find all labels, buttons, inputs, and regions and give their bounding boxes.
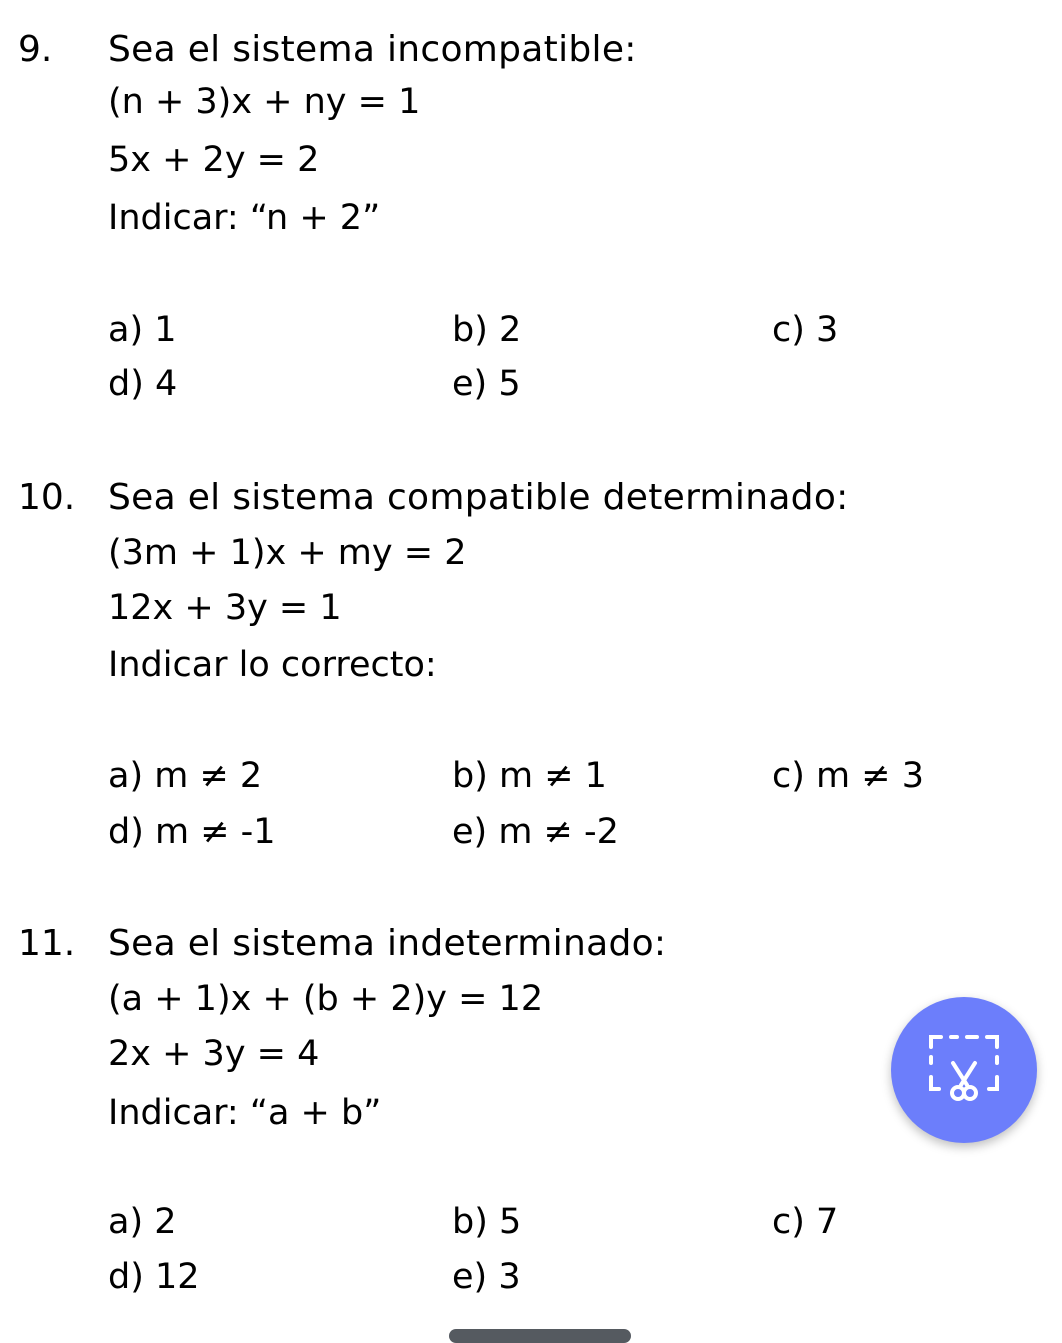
option-b[interactable]: b) m ≠ 1 (452, 756, 607, 796)
equation-2: 5x + 2y = 2 (108, 140, 320, 180)
question-title: Sea el sistema indeterminado: (108, 923, 667, 964)
option-e[interactable]: e) m ≠ -2 (452, 812, 619, 852)
question-number: 10. (18, 477, 76, 518)
option-d[interactable]: d) 12 (108, 1257, 200, 1297)
question-number: 9. (18, 29, 53, 70)
option-b[interactable]: b) 5 (452, 1202, 522, 1242)
question-number: 11. (18, 923, 76, 964)
equation-1: (3m + 1)x + my = 2 (108, 533, 467, 573)
option-a[interactable]: a) 1 (108, 310, 177, 350)
option-d[interactable]: d) m ≠ -1 (108, 812, 276, 852)
option-c[interactable]: c) 3 (772, 310, 839, 350)
equation-2: 2x + 3y = 4 (108, 1034, 320, 1074)
option-d[interactable]: d) 4 (108, 364, 178, 404)
question-prompt: Indicar: “a + b” (108, 1093, 382, 1133)
equation-1: (a + 1)x + (b + 2)y = 12 (108, 979, 544, 1019)
option-e[interactable]: e) 5 (452, 364, 521, 404)
screenshot-fab-button[interactable] (891, 997, 1037, 1143)
option-c[interactable]: c) 7 (772, 1202, 839, 1242)
home-indicator[interactable] (449, 1329, 631, 1343)
question-title: Sea el sistema incompatible: (108, 29, 637, 70)
equation-2: 12x + 3y = 1 (108, 588, 342, 628)
option-a[interactable]: a) m ≠ 2 (108, 756, 263, 796)
option-b[interactable]: b) 2 (452, 310, 522, 350)
question-title: Sea el sistema compatible determinado: (108, 477, 849, 518)
equation-1: (n + 3)x + ny = 1 (108, 82, 421, 122)
option-c[interactable]: c) m ≠ 3 (772, 756, 924, 796)
question-prompt: Indicar: “n + 2” (108, 198, 381, 238)
option-e[interactable]: e) 3 (452, 1257, 521, 1297)
screenshot-scissors-icon (927, 1033, 1001, 1107)
question-prompt: Indicar lo correcto: (108, 645, 437, 685)
option-a[interactable]: a) 2 (108, 1202, 177, 1242)
